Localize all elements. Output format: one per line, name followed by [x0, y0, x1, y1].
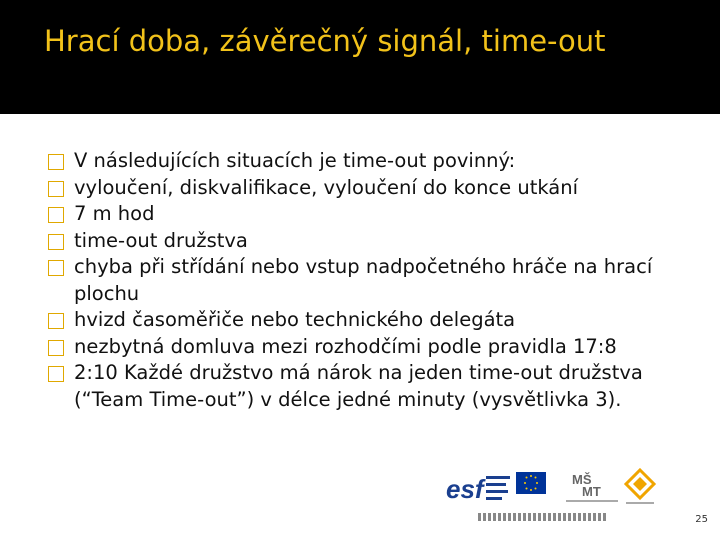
bullet-box-icon — [48, 340, 64, 356]
bullet-text: chyba při střídání nebo vstup nadpočetného hráče na hrací plochu — [74, 255, 653, 305]
bullet-box-icon — [48, 260, 64, 276]
bullet-text: nezbytná domluva mezi rozhodčími podle pravidla 17:8 — [74, 334, 617, 358]
bullet-box-icon — [48, 234, 64, 250]
esf-logo-icon — [446, 470, 512, 508]
bullet-box-icon — [48, 366, 64, 382]
funding-logos — [446, 468, 656, 526]
msmt-logo-icon — [564, 468, 620, 506]
bullet-item — [46, 360, 656, 413]
bullet-item — [46, 254, 656, 307]
svg-text:esf: esf — [446, 474, 484, 504]
page-number: 25 — [695, 514, 708, 525]
slide-content — [0, 114, 720, 540]
bullet-text: 7 m hod — [74, 202, 155, 225]
bullet-text: V následujících situacích je time-out povinný: — [74, 149, 516, 172]
bullet-box-icon — [48, 207, 64, 223]
bullet-text: hvizd časoměřiče nebo technického delegáta — [74, 308, 516, 331]
svg-text:MŠ: MŠ — [572, 472, 592, 487]
svg-text:MT: MT — [582, 484, 601, 499]
eu-flag-icon — [516, 472, 546, 494]
bullet-item — [46, 334, 656, 361]
bullet-item — [46, 148, 656, 175]
slide-title: Hrací doba, závěrečný signál, time-out — [44, 24, 606, 58]
bullet-item — [46, 228, 656, 255]
bullet-text: 2:10 Každé družstvo má nárok na jeden time-out družstva (“Team Time-out”) v délce jedné minuty (vysvětlivka 3). — [74, 361, 643, 411]
bullet-box-icon — [48, 154, 64, 170]
bullet-box-icon — [48, 313, 64, 329]
bullet-text: time-out družstva — [74, 228, 248, 252]
bullet-text: vyloučení, diskvalifikace, vyloučení do konce utkání — [74, 175, 579, 199]
op-logo-icon — [624, 468, 656, 508]
bullet-item — [46, 175, 656, 202]
bullet-list — [46, 148, 656, 413]
bullet-item — [46, 201, 656, 228]
bullet-box-icon — [48, 181, 64, 197]
bullet-item — [46, 307, 656, 334]
invest-strip — [478, 513, 608, 521]
